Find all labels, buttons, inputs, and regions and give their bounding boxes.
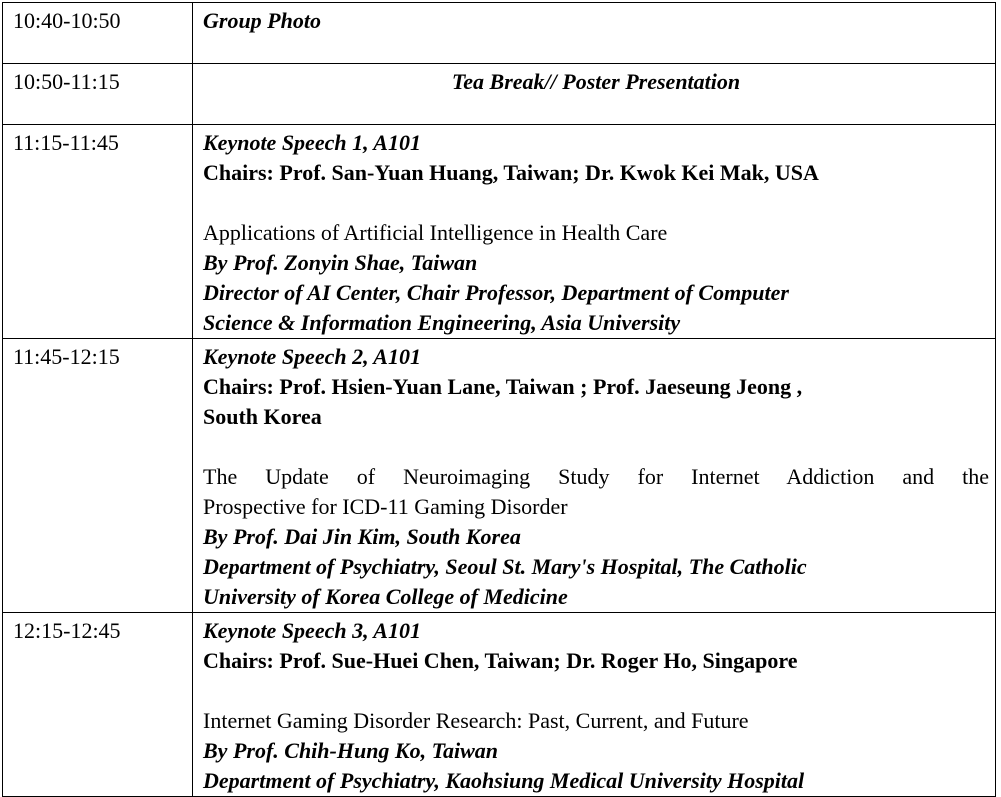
session-chairs: Chairs: Prof. San-Yuan Huang, Taiwan; Dr. Kwok Kei Mak, USA [203, 160, 819, 185]
program-schedule-table [2, 2, 996, 797]
time-cell [3, 3, 193, 64]
time-slot: 12:15-12:45 [13, 618, 121, 643]
speaker-name: By Prof. Dai Jin Kim, South Korea [203, 524, 521, 549]
session-chairs: Chairs: Prof. Hsien-Yuan Lane, Taiwan ; Prof. Jaeseung Jeong , [203, 374, 803, 399]
time-slot: 10:40-10:50 [13, 8, 121, 33]
spacer [203, 676, 989, 706]
event-title: Group Photo [203, 8, 321, 33]
event-cell [193, 125, 996, 339]
speaker-name: By Prof. Zonyin Shae, Taiwan [203, 250, 478, 275]
talk-title: Prospective for ICD-11 Gaming Disorder [203, 494, 568, 519]
speaker-affiliation: Director of AI Center, Chair Professor, Department of Computer [203, 280, 789, 305]
speaker-affiliation: Department of Psychiatry, Seoul St. Mary's Hospital, The Catholic [203, 554, 807, 579]
speaker-affiliation: University of Korea College of Medicine [203, 584, 568, 609]
event-cell [193, 3, 996, 64]
spacer [203, 188, 989, 218]
time-slot: 11:45-12:15 [13, 344, 120, 369]
session-name: Keynote Speech 2, A101 [203, 344, 421, 369]
event-cell [193, 339, 996, 613]
time-cell [3, 339, 193, 613]
time-cell [3, 64, 193, 125]
session-name: Keynote Speech 3, A101 [203, 618, 421, 643]
talk-title: Applications of Artificial Intelligence in Health Care [203, 220, 668, 245]
time-slot: 10:50-11:15 [13, 69, 120, 94]
talk-title: Internet Gaming Disorder Research: Past, Current, and Future [203, 708, 749, 733]
session-chairs: Chairs: Prof. Sue-Huei Chen, Taiwan; Dr. Roger Ho, Singapore [203, 648, 798, 673]
time-slot: 11:15-11:45 [13, 130, 119, 155]
event-title: Tea Break// Poster Presentation [451, 69, 741, 94]
time-cell [3, 613, 193, 797]
talk-title: The Update of Neuroimaging Study for Internet Addiction and the [203, 464, 989, 489]
event-cell [193, 613, 996, 797]
speaker-affiliation: Science & Information Engineering, Asia University [203, 310, 681, 335]
session-chairs: South Korea [203, 404, 322, 429]
table-row [3, 613, 996, 797]
table-row [3, 64, 996, 125]
table-row [3, 125, 996, 339]
time-cell [3, 125, 193, 339]
event-cell [193, 64, 996, 125]
table-row [3, 3, 996, 64]
speaker-affiliation: Department of Psychiatry, Kaohsiung Medical University Hospital [203, 768, 805, 793]
session-name: Keynote Speech 1, A101 [203, 130, 421, 155]
table-row [3, 339, 996, 613]
speaker-name: By Prof. Chih-Hung Ko, Taiwan [203, 738, 499, 763]
spacer [203, 432, 989, 462]
